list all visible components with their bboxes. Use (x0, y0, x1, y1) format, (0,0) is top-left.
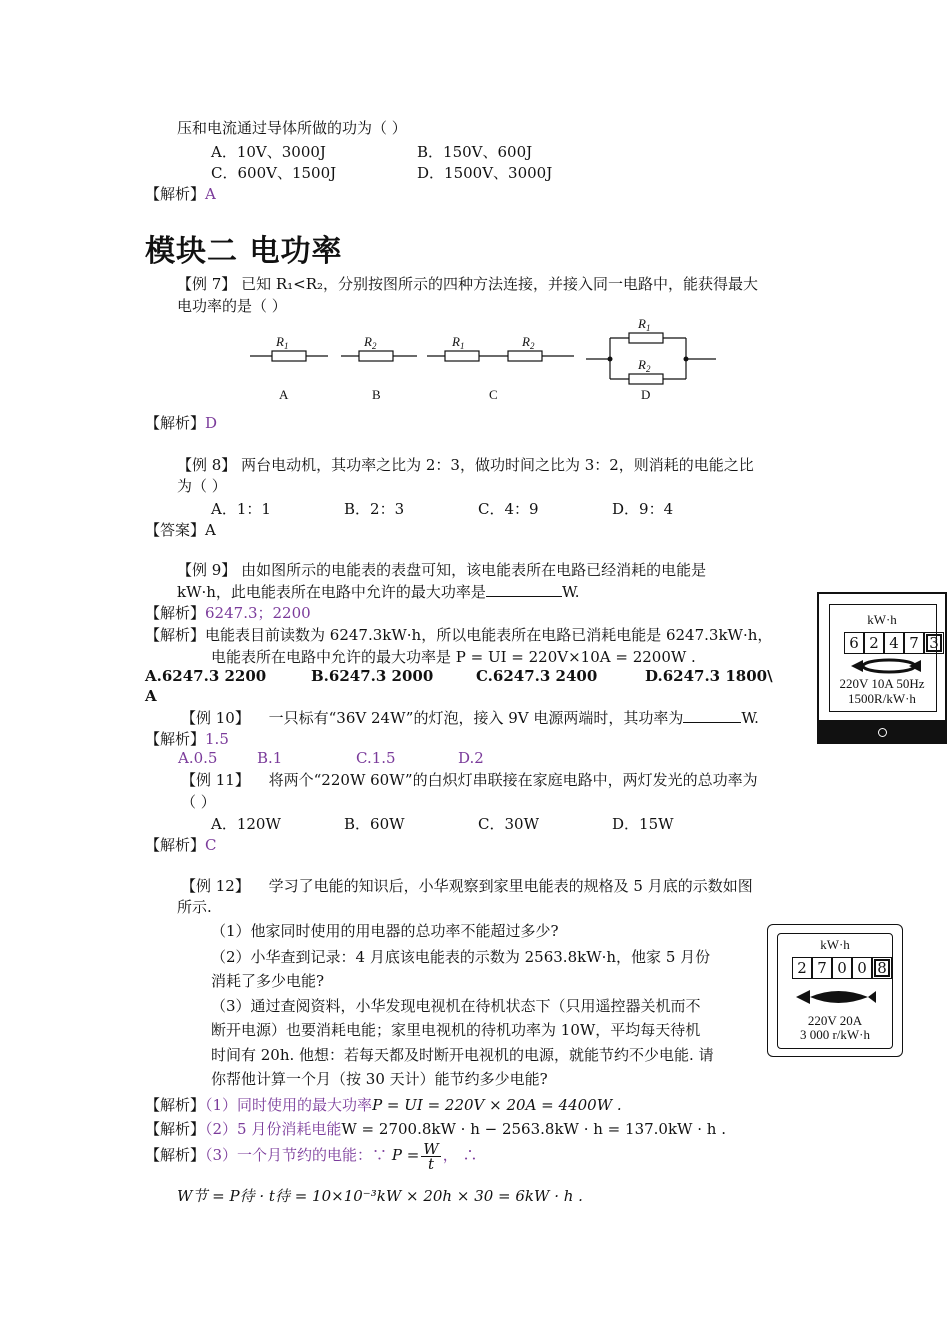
q12-ans3-label: （3）一个月节约的电能：∵ (205, 1146, 388, 1164)
q11-label: 【例 11】 (181, 771, 250, 789)
meter-2-digit: 0 (832, 957, 852, 979)
q6-stem: 压和电流通过导体所做的功为（ ） (177, 119, 407, 137)
q11-line1 (181, 769, 758, 790)
meter-2-digit: 7 (812, 957, 832, 979)
jiexi-label: 【解析】 (145, 1120, 206, 1138)
meter-2-disc-icon (794, 985, 878, 1009)
energy-meter-2 (767, 924, 903, 1057)
q10-text: 一只标有“36V 24W”的灯泡，接入 9V 电源两端时，其功率为 (268, 709, 684, 727)
jiexi-label: 【解析】 (145, 185, 206, 203)
q11-answer: C (205, 836, 217, 854)
jiexi-label: 【解析】 (145, 1096, 206, 1114)
q12-text1: 学习了电能的知识后，小华观察到家里电能表的规格及 5 月底的示数如图 (268, 877, 753, 895)
fraction-numerator: W (423, 1139, 439, 1158)
q9-exp1: 电能表目前读数为 6247.3kW·h，所以电能表所在电路已消耗电能是 6247.3kW·h， (205, 626, 773, 644)
q9-option-tail: A (145, 687, 157, 705)
q8-answer-line (145, 519, 216, 540)
q12-ans3 (145, 1140, 477, 1171)
meter-2-rate: 3 000 r/kW·h (799, 1027, 871, 1042)
meter-1-digit: 4 (884, 632, 904, 654)
module-title: 模块二 电功率 (145, 234, 343, 269)
q8-option-b: B．2：3 (344, 500, 405, 518)
q7-text1: 已知 R₁<R₂，分别按图所示的四种方法连接，并接入同一电路中，能获得最大 (241, 275, 759, 293)
q11-line2: （ ） (181, 793, 216, 811)
q12-line2: 所示. (177, 898, 212, 916)
energy-meter-1 (817, 592, 947, 744)
resistor-a (272, 351, 306, 361)
junction-dot (684, 357, 689, 362)
q7-line1 (177, 273, 758, 294)
resistor-b (359, 351, 393, 361)
meter-2-digits (792, 957, 892, 979)
q7-jiexi (145, 412, 217, 433)
jiexi-label: 【解析】 (145, 730, 206, 748)
q9-jiexi (145, 602, 311, 623)
junction-dot (608, 357, 613, 362)
q6-jiexi (145, 183, 216, 204)
q9-option-d: D.6247.3 1800\ (645, 667, 773, 685)
jiexi-label: 【解析】 (145, 604, 206, 622)
meter-2-unit: kW·h (820, 937, 850, 952)
q10-blank (683, 708, 741, 723)
q12-line1 (181, 875, 753, 896)
q12-sub1: （1）他家同时使用的用电器的总功率不能超过多少? (211, 922, 559, 940)
jiexi-label: 【解析】 (145, 1146, 206, 1164)
q12-ans3-final: W节 = P待 · t待 = 10×10⁻³kW × 20h × 30 = 6kW · h . (177, 1187, 583, 1205)
q12-ans2-label: （2）5 月份消耗电能 (205, 1120, 342, 1138)
q9-option-c: C.6247.3 2400 (476, 667, 598, 685)
q12-sub3a: （3）通过查阅资料，小华发现电视机在待机状态下（只用遥控器关机而不 (211, 997, 701, 1015)
q9-text1: 由如图所示的电能表的表盘可知，该电能表所在电路已经消耗的电能是 (241, 561, 707, 579)
q9-option-a: A.6247.3 2200 (145, 667, 267, 685)
meter-1-rate: 1500R/kW·h (848, 691, 916, 706)
q9-answer: 6247.3；2200 (205, 604, 311, 622)
q12-sub2b: 消耗了多少电能? (211, 972, 325, 990)
q9-explain1 (145, 624, 772, 645)
q12-sub3c: 时间有 20h. 他想：若每天都及时断开电视机的电源，就能节约不少电能. 请 (211, 1046, 714, 1064)
meter-1-digit: 3 (924, 632, 944, 654)
label-r1-a: $R_1$ (276, 334, 289, 351)
q9-line2 (177, 581, 580, 602)
q11-jiexi (145, 834, 217, 855)
meter-1-digit: 7 (904, 632, 924, 654)
q8-text1: 两台电动机，其功率之比为 2：3，做功时间之比为 3：2，则消耗的电能之比 (241, 456, 754, 474)
q9-label: 【例 9】 (177, 561, 237, 579)
meter-1-disc-icon (849, 656, 923, 676)
q12-ans1 (145, 1094, 622, 1115)
label-r2-b: $R_2$ (364, 334, 377, 351)
q7-line2: 电功率的是（ ） (177, 297, 287, 315)
q8-option-a: A．1：1 (211, 500, 271, 518)
q10-label: 【例 10】 (181, 709, 250, 727)
fig-label-a: A (279, 387, 289, 402)
q12-sub3d: 你帮他计算一个月（按 30 天计）能节约多少电能? (211, 1070, 548, 1088)
q9-option-b: B.6247.3 2000 (311, 667, 434, 685)
q7-answer: D (205, 414, 218, 432)
q12-sub2a: （2）小华查到记录：4 月底该电能表的示数为 2563.8kW·h，他家 5 月份 (211, 948, 711, 966)
meter-1-digits (844, 632, 944, 654)
q8-line2: 为（ ） (177, 477, 227, 495)
q11-option-d: D．15W (612, 815, 674, 833)
q12-ans1-eq: P = UI = 220V × 20A = 4400W . (372, 1096, 622, 1114)
q9-blank (486, 582, 562, 597)
q6-option-d: D．1500V、3000J (417, 164, 553, 182)
meter-2-digit: 8 (872, 957, 892, 979)
fig-label-b: B (372, 387, 381, 402)
q9-line1 (177, 559, 706, 580)
q12-ans3-fraction (421, 1139, 440, 1173)
q11-text1: 将两个“220W 60W”的白炽灯串联接在家庭电路中，两灯发光的总功率为 (268, 771, 758, 789)
q10-option-d: D.2 (458, 749, 484, 767)
fig-label-c: C (489, 387, 498, 402)
q10-text-b: W. (741, 709, 759, 727)
q10-line (181, 707, 759, 728)
resistor-d1 (629, 333, 663, 343)
meter-2-spec: 220V 20A (807, 1013, 863, 1028)
q10-jiexi (145, 728, 229, 749)
resistor-c1 (445, 351, 479, 361)
resistor-d2 (629, 374, 663, 384)
q11-option-a: A．120W (211, 815, 281, 833)
fig-label-d: D (641, 387, 651, 402)
fraction-denominator: t (427, 1154, 434, 1173)
q11-option-c: C．30W (478, 815, 539, 833)
q6-option-a: A．10V、3000J (211, 143, 326, 161)
meter-2-digit: 0 (852, 957, 872, 979)
label-r1-d: $R_1$ (638, 316, 651, 333)
q10-answer: 1.5 (205, 730, 229, 748)
q11-option-b: B．60W (344, 815, 405, 833)
q7-circuit-figure (240, 315, 730, 405)
label-r2-d: $R_2$ (638, 357, 651, 374)
q12-ans3-eq-left: P = (391, 1146, 420, 1164)
q6-answer: A (205, 185, 216, 203)
q9-explain2: 电能表所在电路中允许的最大功率是 P = UI = 220V×10A = 2200W . (211, 648, 696, 666)
jiexi-label: 【解析】 (145, 836, 206, 854)
q8-option-c: C．4：9 (478, 500, 539, 518)
q12-ans2 (145, 1118, 726, 1139)
q10-option-a: A.0.5 (178, 749, 218, 767)
q9-text2b: W. (561, 583, 580, 601)
q7-label: 【例 7】 (177, 275, 237, 293)
q12-ans3-tail: ， ∴ (442, 1146, 478, 1164)
q12-label: 【例 12】 (181, 877, 250, 895)
jiexi-label: 【解析】 (145, 626, 206, 644)
resistor-c2 (508, 351, 542, 361)
label-r2-c: $R_2$ (522, 334, 535, 351)
q8-option-d: D．9：4 (612, 500, 674, 518)
q10-option-c: C.1.5 (356, 749, 396, 767)
q6-option-c: C．600V、1500J (211, 164, 337, 182)
meter-1-digit: 6 (844, 632, 864, 654)
label-r1-c: $R_1$ (452, 334, 465, 351)
meter-1-spec: 220V 10A 50Hz (839, 676, 925, 691)
q10-option-b: B.1 (257, 749, 283, 767)
q12-sub3b: 断开电源）也要消耗电能；家里电视机的待机功率为 10W，平均每天待机 (211, 1021, 701, 1039)
q8-answer: A (205, 521, 216, 539)
meter-1-digit: 2 (864, 632, 884, 654)
q12-ans2-eq: W = 2700.8kW · h − 2563.8kW · h = 137.0kW · h . (341, 1120, 726, 1138)
q12-ans1-label: （1）同时使用的最大功率 (205, 1096, 373, 1114)
answer-label: 【答案】 (145, 521, 206, 539)
q6-option-b: B．150V、600J (417, 143, 533, 161)
meter-1-unit: kW·h (867, 612, 897, 627)
q8-label: 【例 8】 (177, 456, 237, 474)
meter-2-digit: 2 (792, 957, 812, 979)
q8-line1 (177, 454, 754, 475)
screw-icon (878, 728, 887, 737)
jiexi-label: 【解析】 (145, 414, 206, 432)
q9-text2a: kW·h，此电能表所在电路中允许的最大功率是 (177, 583, 486, 601)
